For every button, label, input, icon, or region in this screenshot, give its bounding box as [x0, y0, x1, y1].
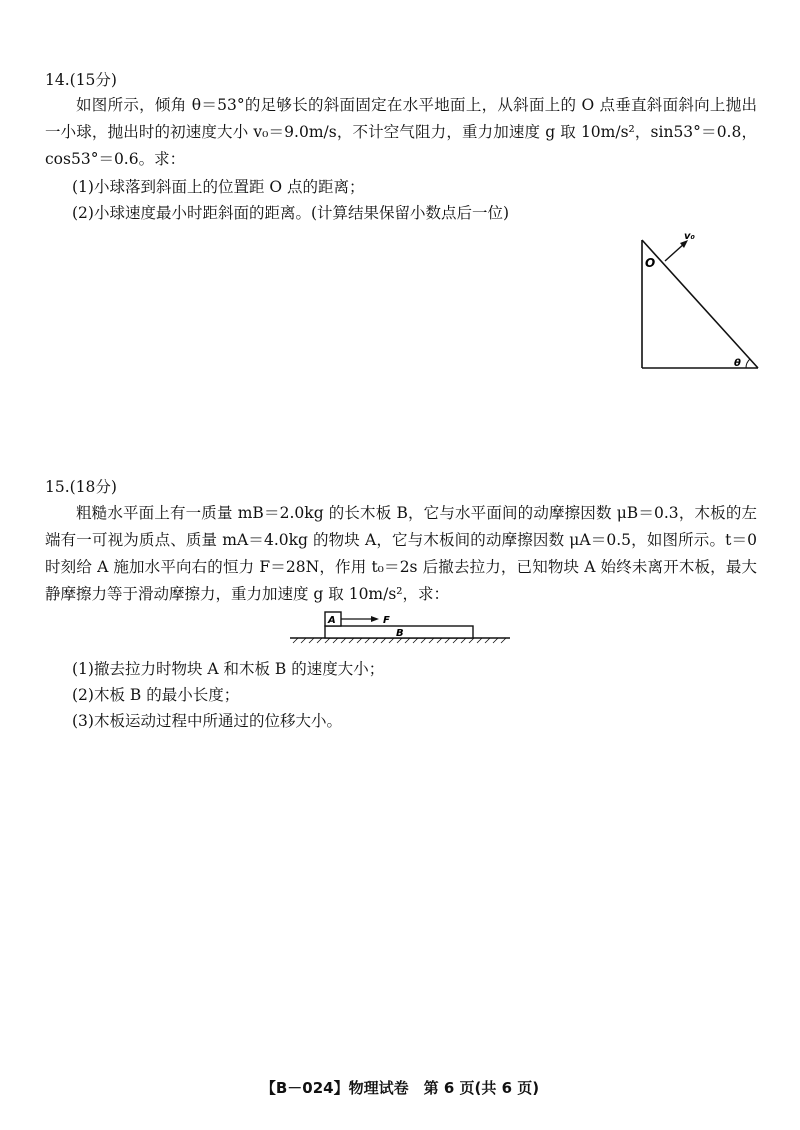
force-arrowhead — [371, 616, 379, 622]
angle-arc — [746, 359, 750, 368]
board-b-label: B — [396, 628, 404, 639]
velocity-label: v₀ — [684, 231, 695, 242]
angle-label: θ — [734, 358, 741, 369]
q15-stem: 粗糙水平面上有一质量 mB＝2.0kg 的长木板 B，它与水平面间的动摩擦因数 μB＝0.3，木板的左端有一可视为质点、质量 mA＝4.0kg 的物块 A，它与木板间的动摩擦因数 μA＝0.5，如图所示。t＝0 时刻给 A 施加水平向右的恒力 F＝28N，作用 t₀＝2s 后撤去拉力，已知物块 A 始终未离开木板，最大静摩擦力等于滑动摩擦力，重力加速度 g 取 10m/s²，求： — [45, 504, 757, 603]
q15-item-3: (3)木板运动过程中所通过的位移大小。 — [72, 712, 342, 730]
velocity-arrow — [665, 243, 685, 261]
q15-header: 15.(18分) — [45, 478, 117, 496]
q15-board-figure — [285, 605, 515, 650]
incline-line — [642, 240, 758, 368]
q15-item-2: (2)木板 B 的最小长度； — [72, 686, 240, 704]
page-footer: 【B－024】物理试卷 第 6 页(共 6 页) — [260, 1079, 540, 1097]
q14-header: 14.(15分) — [45, 71, 117, 89]
q14-item-2: (2)小球速度最小时距斜面的距离。(计算结果保留小数点后一位) — [72, 204, 510, 222]
q15-item-1: (1)撤去拉力时物块 A 和木板 B 的速度大小； — [72, 660, 385, 678]
q14-stem: 如图所示，倾角 θ＝53°的足够长的斜面固定在水平地面上，从斜面上的 O 点垂直斜面斜向上抛出一小球，抛出时的初速度大小 v₀＝9.0m/s，不计空气阻力，重力加速度 g 取 10m/s²，sin53°＝0.8，cos53°＝0.6。求： — [45, 96, 757, 168]
point-o-label: O — [645, 256, 656, 270]
force-label: F — [383, 615, 390, 626]
block-a-label: A — [328, 615, 336, 626]
q14-item-1: (1)小球落到斜面上的位置距 O 点的距离； — [72, 178, 365, 196]
q14-incline-figure — [630, 225, 765, 375]
